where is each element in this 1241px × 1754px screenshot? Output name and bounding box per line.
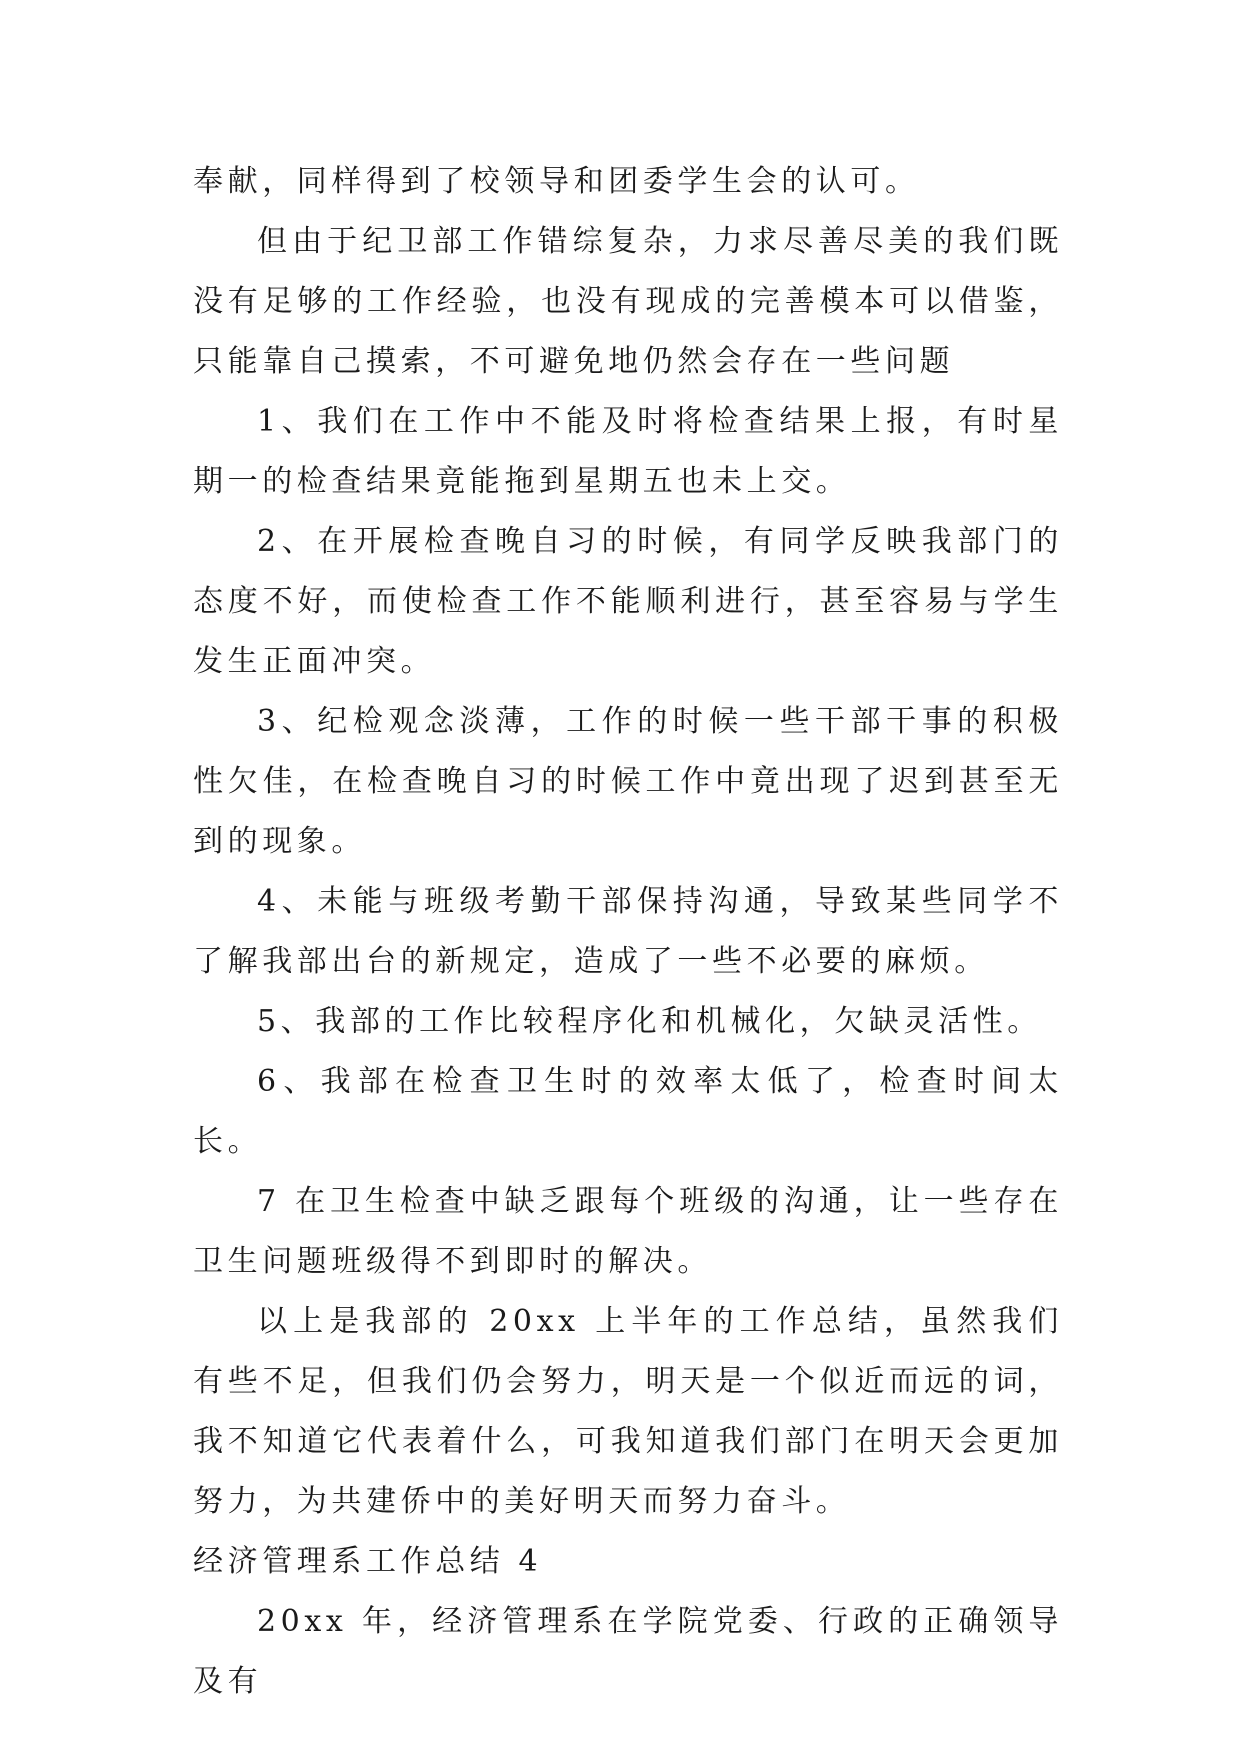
section-heading: 经济管理系工作总结 4	[193, 1544, 543, 1579]
list-item: 2、在开展检查晚自习的时候，有同学反映我部门的态度不好，而使检查工作不能顺利进行，甚至容易与学生发生正面冲突。	[193, 524, 1063, 679]
paragraph: 奉献，同样得到了校领导和团委学生会的认可。	[193, 164, 920, 199]
paragraph: 以上是我部的 20xx 上半年的工作总结，虽然我们有些不足，但我们仍会努力，明天是一个似近而远的词，我不知道它代表着什么，可我知道我们部门在明天会更加努力，为共建侨中的美好明天而努力奋斗。	[193, 1304, 1063, 1519]
paragraph: 20xx 年，经济管理系在学院党委、行政的正确领导及有	[193, 1604, 1063, 1699]
paragraph: 但由于纪卫部工作错综复杂，力求尽善尽美的我们既没有足够的工作经验，也没有现成的完善模本可以借鉴，只能靠自己摸索，不可避免地仍然会存在一些问题	[193, 224, 1063, 379]
document-body	[193, 152, 1063, 1712]
list-item: 7 在卫生检查中缺乏跟每个班级的沟通，让一些存在卫生问题班级得不到即时的解决。	[193, 1184, 1063, 1279]
list-item: 3、纪检观念淡薄，工作的时候一些干部干事的积极性欠佳，在检查晚自习的时候工作中竟出现了迟到甚至无到的现象。	[193, 704, 1063, 859]
list-item: 6、我部在检查卫生时的效率太低了，检查时间太长。	[193, 1064, 1063, 1159]
list-item: 4、未能与班级考勤干部保持沟通，导致某些同学不了解我部出台的新规定，造成了一些不必要的麻烦。	[193, 884, 1063, 979]
list-item: 1、我们在工作中不能及时将检查结果上报，有时星期一的检查结果竟能拖到星期五也未上交。	[193, 404, 1063, 499]
list-item: 5、我部的工作比较程序化和机械化，欠缺灵活性。	[257, 1004, 1042, 1039]
